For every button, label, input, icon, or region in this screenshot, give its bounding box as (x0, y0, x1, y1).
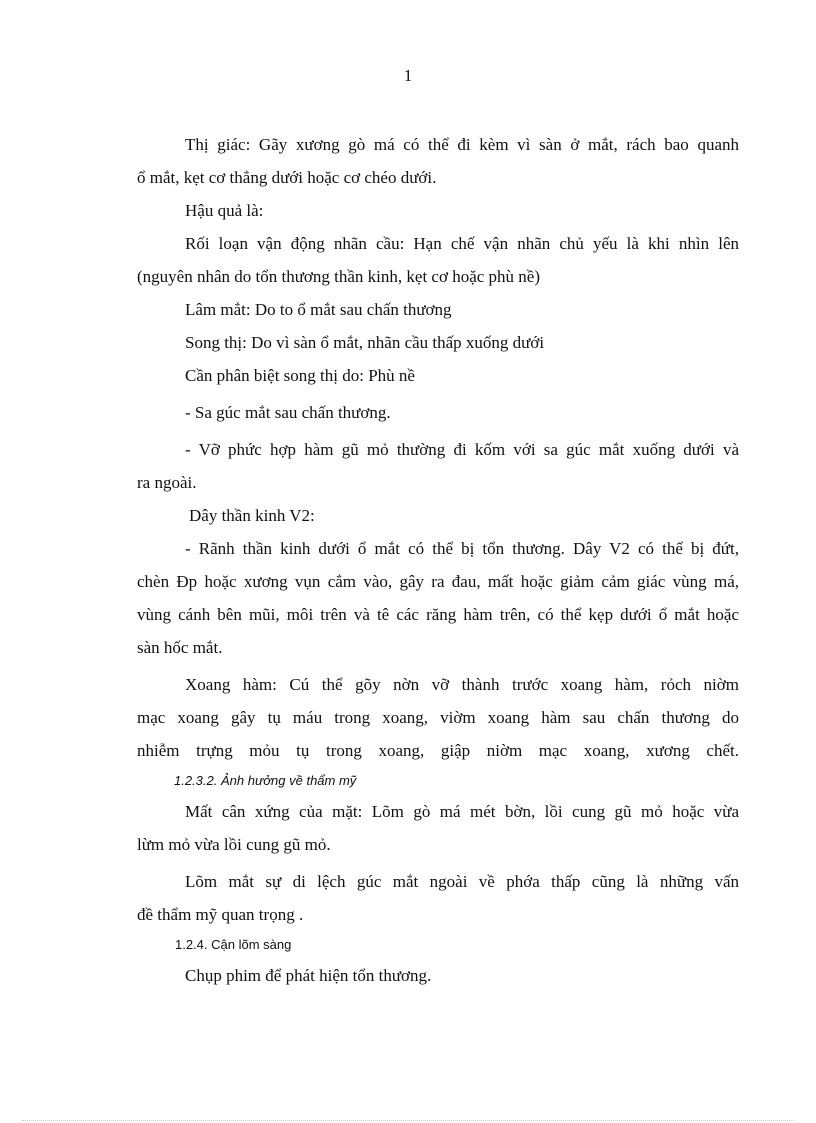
text-line: Lõm mắt sự di lệch gúc mắt ngoài về phớa thấp cũng là những vấn (185, 872, 739, 891)
text-line: Dây thần kinh V2: (189, 506, 315, 525)
text-line: vùng cánh bên mũi, môi trên và tê các răng hàm trên, có thể kẹp dưới ổ mắt hoặc (137, 605, 739, 624)
text-line: - Sa gúc mắt sau chấn thương. (185, 403, 391, 422)
text-line: ra ngoài. (137, 473, 197, 492)
page-number: 1 (403, 66, 413, 85)
text-line: - Rãnh thần kinh dưới ổ mắt có thể bị tổn thương. Dây V2 có thể bị đứt, (185, 539, 739, 558)
text-line: đề thẩm mỹ quan trọng . (137, 905, 304, 924)
text-line: Xoang hàm: Cú thể gõy nờn vỡ thành trước xoang hàm, rỏch niờm (185, 675, 739, 694)
text-line: Chụp phim để phát hiện tổn thương. (185, 966, 432, 985)
text-line: Lâm mắt: Do to ổ mắt sau chấn thương (185, 300, 452, 319)
text-line: sàn hốc mắt. (137, 638, 223, 657)
text-line: Cần phân biệt song thị do: Phù nề (185, 366, 415, 385)
text-line: ổ mắt, kẹt cơ thẳng dưới hoặc cơ chéo dưới. (137, 168, 437, 187)
text-line: Song thị: Do vì sàn ổ mắt, nhãn cầu thấp xuống dưới (185, 333, 545, 352)
page-bottom-divider (22, 1120, 794, 1121)
section-heading: 1.2.3.2. Ảnh hưởng về thẩm mỹ (174, 773, 357, 788)
section-heading: 1.2.4. Cận lõm sàng (175, 937, 292, 952)
text-line: - Vỡ phức hợp hàm gũ mỏ thường đi kốm với sa gúc mắt xuống dưới và (185, 440, 739, 459)
text-line: Hậu quả là: (185, 201, 264, 220)
document-body (137, 128, 739, 992)
text-line: mạc xoang gây tụ máu trong xoang, viờm xoang hàm sau chấn thương do (137, 708, 739, 727)
text-line: chèn Ðp hoặc xương vụn cắm vào, gây ra đau, mất hoặc giảm cảm giác vùng má, (137, 572, 739, 591)
text-line: Mất cân xứng của mặt: Lõm gò má mét bờn, lồi cung gũ mỏ hoặc vừa (185, 802, 739, 821)
text-line: Thị giác: Gãy xương gò má có thể đi kèm vì sàn ở mắt, rách bao quanh (185, 135, 739, 154)
text-line: lừm mỏ vừa lồi cung gũ mỏ. (137, 835, 331, 854)
text-line: (nguyên nhân do tổn thương thần kinh, kẹt cơ hoặc phù nề) (137, 267, 540, 286)
text-line: nhiễm trựng mỏu tụ trong xoang, giập niờm mạc xoang, xương chết. (137, 741, 739, 760)
text-line: Rối loạn vận động nhãn cầu: Hạn chế vận nhãn chủ yếu là khi nhìn lên (185, 234, 739, 253)
